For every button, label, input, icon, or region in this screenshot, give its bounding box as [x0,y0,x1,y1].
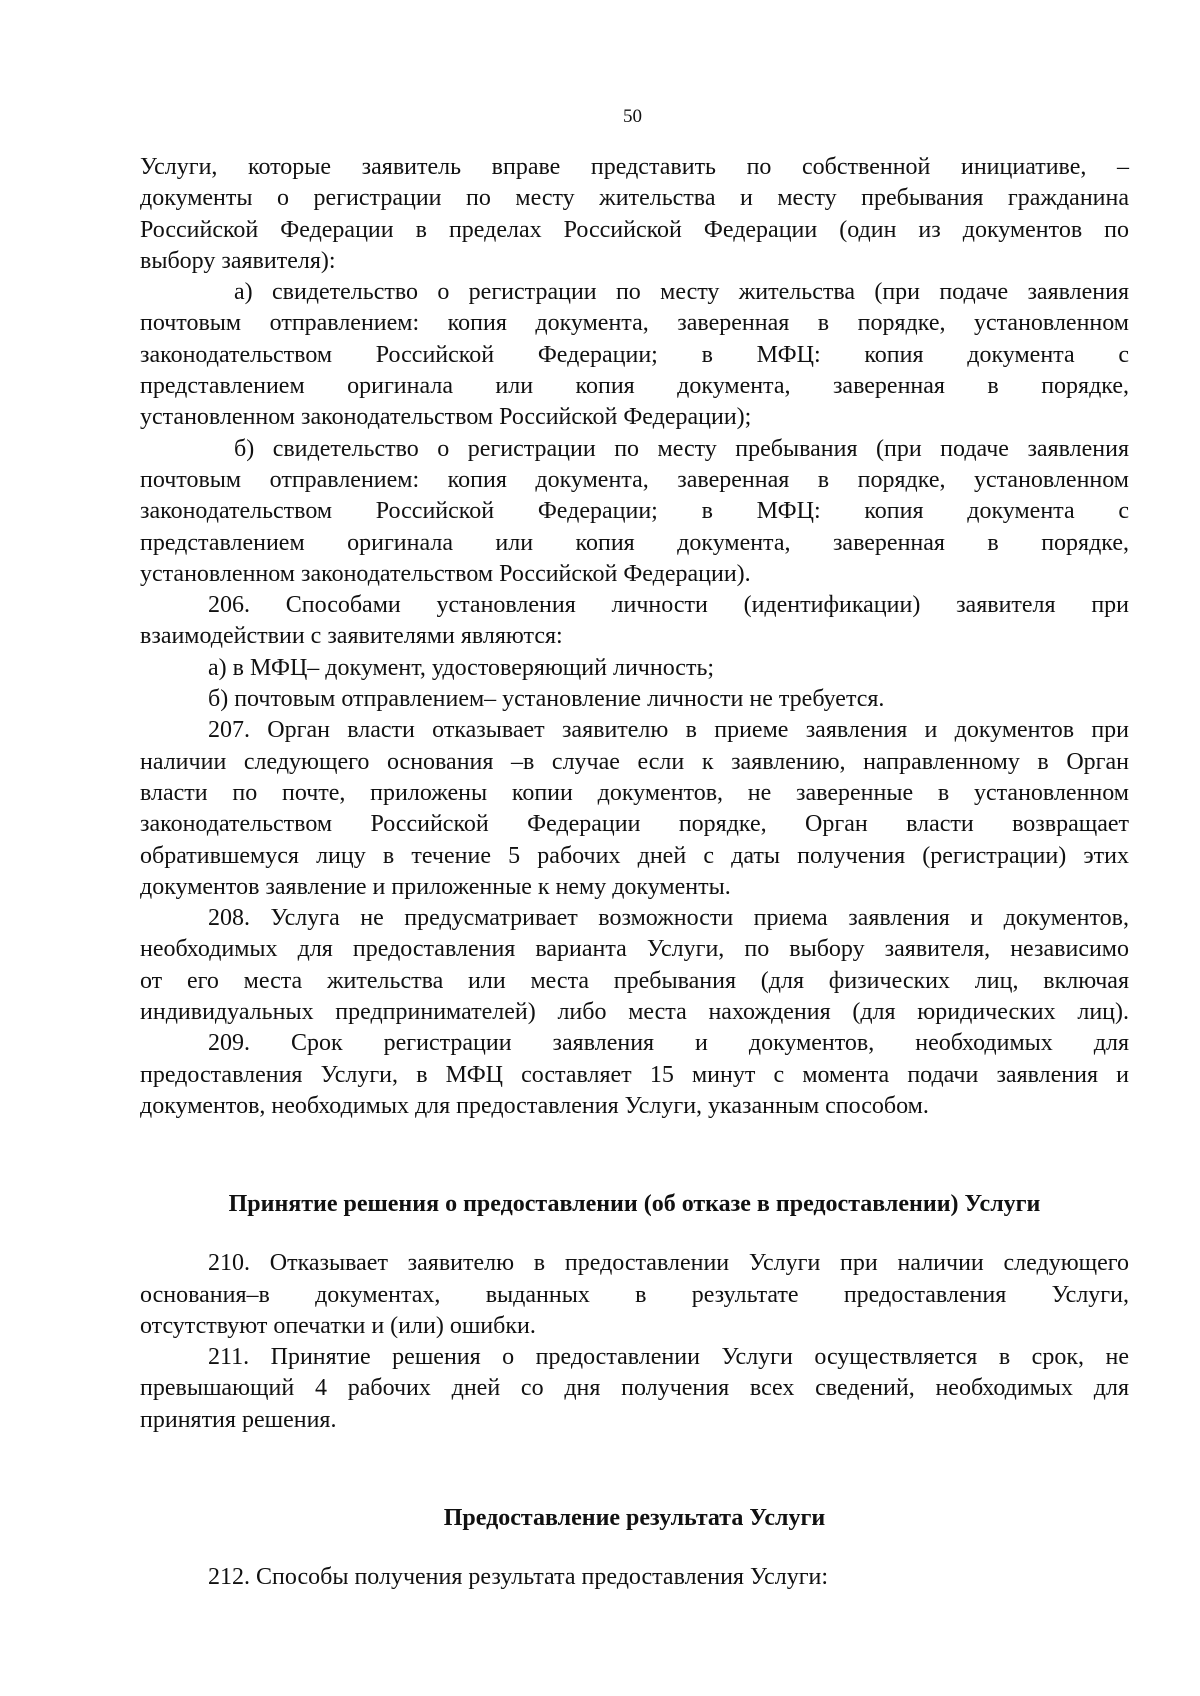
text-line: почтовым отправлением: копия документа, заверенная в порядке, установленном [140,466,1129,493]
text-line: 209. Срок регистрации заявления и документов, необходимых для [208,1030,1129,1057]
text-line: установленном законодательством Российской Федерации); [140,404,752,431]
text-line: выбору заявителя): [140,247,336,274]
paragraph-gap [140,1538,1129,1562]
text-line: от его места жительства или места пребывания (для физических лиц, включая [140,967,1129,994]
text-line: почтовым отправлением: копия документа, заверенная в порядке, установленном [140,310,1129,337]
text-line: предоставления Услуги, в МФЦ составляет 15 минут с момента подачи заявления и [140,1061,1129,1088]
page-number: 50 [623,106,642,127]
document-body [140,152,1129,1593]
text-line: представлением оригинала или копия документа, заверенная в порядке, [140,373,1129,400]
text-line: 206. Способами установления личности (идентификации) заявителя при [208,592,1129,619]
text-line: законодательством Российской Федерации; в МФЦ: копия документа с [140,341,1129,368]
section-heading: Предоставление результата Услуги [443,1504,826,1531]
text-line: власти по почте, приложены копии документов, не заверенные в установленном [140,779,1129,806]
text-line: 207. Орган власти отказывает заявителю в приеме заявления и документов при [208,717,1129,744]
section-heading: Принятие решения о предоставлении (об отказе в предоставлении) Услуги [228,1191,1041,1218]
text-line: а) в МФЦ– документ, удостоверяющий личность; [208,654,715,681]
text-line: Услуги, которые заявитель вправе представить по собственной инициативе, – [140,154,1129,180]
paragraph-gap [140,1224,1129,1248]
text-line: взаимодействии с заявителями являются: [140,623,563,650]
text-line: основания–в документах, выданных в результате предоставления Услуги, [140,1281,1129,1308]
text-line: документы о регистрации по месту жительства и месту пребывания гражданина [140,185,1129,212]
text-line: законодательством Российской Федерации порядке, Орган власти возвращает [140,811,1129,838]
text-line: Российской Федерации в пределах Российской Федерации (один из документов по [140,216,1129,243]
text-line: 208. Услуга не предусматривает возможности приема заявления и документов, [208,905,1129,932]
text-line: документов заявление и приложенные к нему документы. [140,873,731,900]
text-line: необходимых для предоставления варианта Услуги, по выбору заявителя, независимо [140,936,1129,963]
text-line: установленном законодательством Российской Федерации). [140,560,751,587]
text-line: 211. Принятие решения о предоставлении Услуги осуществляется в срок, не [208,1344,1129,1371]
text-line: превышающий 4 рабочих дней со дня получения всех сведений, необходимых для [140,1375,1129,1402]
text-line: обратившемуся лицу в течение 5 рабочих дней с даты получения (регистрации) этих [140,842,1129,869]
text-line: принятия решения. [140,1406,337,1433]
paragraph-gap [140,1122,1129,1184]
text-line: 210. Отказывает заявителю в предоставлении Услуги при наличии следующего [208,1250,1129,1277]
text-line: индивидуальных предпринимателей) либо места нахождения (для юридических лиц). [140,999,1129,1026]
text-line: законодательством Российской Федерации; в МФЦ: копия документа с [140,498,1129,525]
text-line: 212. Способы получения результата предоставления Услуги: [208,1563,829,1590]
text-line: отсутствуют опечатки и (или) ошибки. [140,1312,536,1339]
text-line: б) свидетельство о регистрации по месту пребывания (при подаче заявления [234,435,1129,462]
text-line: а) свидетельство о регистрации по месту жительства (при подаче заявления [234,279,1129,306]
text-line: документов, необходимых для предоставления Услуги, указанным способом. [140,1092,929,1119]
text-line: наличии следующего основания –в случае если к заявлению, направленному в Орган [140,748,1129,775]
text-line: представлением оригинала или копия документа, заверенная в порядке, [140,529,1129,556]
top-border [0,0,1200,3]
paragraph-gap [140,1436,1129,1498]
text-line: б) почтовым отправлением– установление личности не требуется. [208,686,885,713]
